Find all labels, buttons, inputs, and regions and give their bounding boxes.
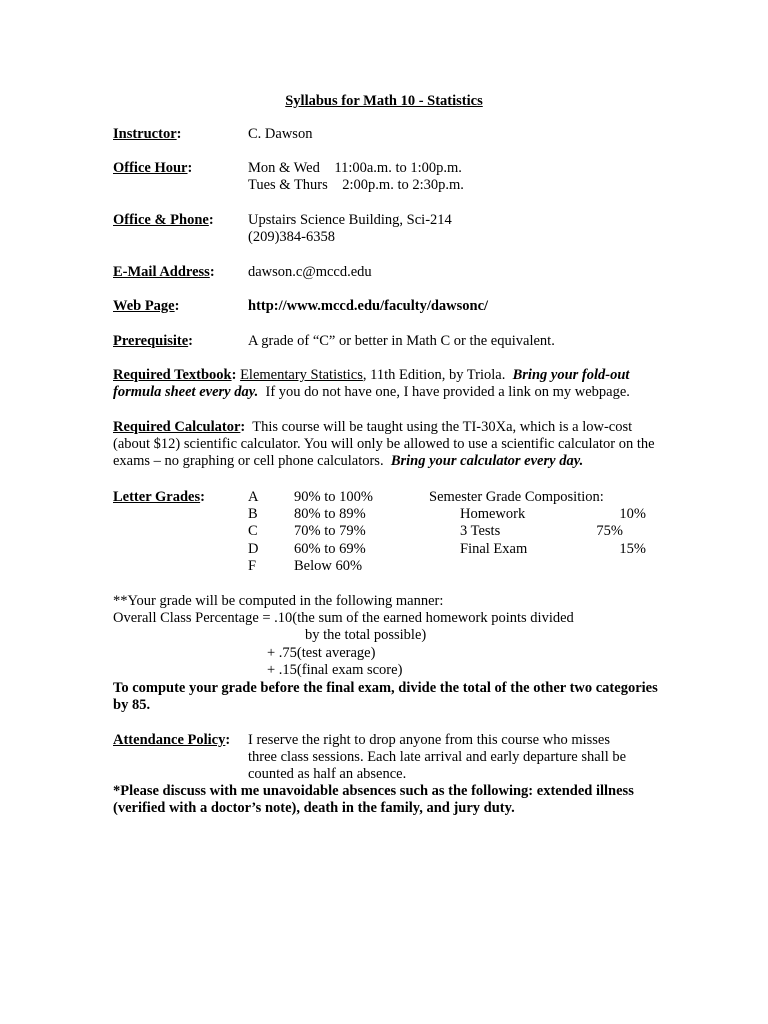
composition-item: 3 Tests	[460, 523, 501, 539]
textbook-emphasis: Bring your fold-out formula sheet every day.	[113, 367, 630, 400]
email-label: E-Mail Address:	[113, 264, 215, 280]
computation-formula: Overall Class Percentage = .10(the sum of the earned homework points divided	[113, 610, 574, 626]
instructor-value: C. Dawson	[248, 126, 313, 142]
textbook-edition: , 11th Edition, by Triola.	[362, 367, 506, 383]
page-title: Syllabus for Math 10 - Statistics	[285, 93, 483, 109]
office-phone-label: Office & Phone:	[113, 212, 214, 228]
prerequisite-label: Prerequisite:	[113, 333, 194, 349]
grade-letter: D	[248, 541, 259, 557]
computation-final-term: + .15(final exam score)	[267, 662, 403, 678]
composition-heading: Semester Grade Composition:	[429, 489, 604, 505]
grade-range: 90% to 100%	[294, 489, 373, 505]
calculator-paragraph: Required Calculator: This course will be taught using the TI-30Xa, which is a low-cost (about $12) scientific calculator. You will only be allowed to use a scientific calculator on the exams – no graphing or cell phone calculators. Bring your calculator every day.	[113, 419, 655, 469]
office-hour-line1: Mon & Wed 11:00a.m. to 1:00p.m.	[248, 160, 462, 176]
attendance-label: Attendance Policy:	[113, 732, 231, 748]
attendance-line1: I reserve the right to drop anyone from this course who misses	[248, 732, 611, 748]
web-page-url[interactable]: http://www.mccd.edu/faculty/dawsonc/	[248, 298, 489, 314]
composition-weight: 75%	[596, 523, 623, 539]
grade-range: 60% to 69%	[294, 541, 366, 557]
computation-formula-cont: by the total possible)	[305, 627, 427, 643]
email-address[interactable]: dawson.c@mccd.edu	[248, 264, 372, 280]
web-page-label: Web Page:	[113, 298, 180, 314]
textbook-label: Required Textbook	[113, 367, 232, 383]
computation-test-term: + .75(test average)	[267, 645, 376, 661]
composition-item: Homework	[460, 506, 526, 522]
letter-grades-label: Letter Grades:	[113, 489, 205, 505]
grade-letter: A	[248, 489, 259, 505]
textbook-paragraph: Required Textbook: Elementary Statistics, 11th Edition, by Triola. Bring your fold-out formula sheet every day. If you do not have one, I have provided a link on my webpage.	[113, 367, 630, 400]
office-hour-label: Office Hour:	[113, 160, 193, 176]
attendance-line3: counted as half an absence.	[248, 766, 407, 782]
office-location: Upstairs Science Building, Sci-214	[248, 212, 452, 228]
instructor-label: Instructor:	[113, 126, 182, 142]
calculator-text: This course will be taught using the TI-30Xa, which is a low-cost (about $12) scientific calculator. You will only be allowed to use a scientific calculator on the exams – no graphing or cell phone calculators.	[113, 419, 655, 469]
grade-range: 70% to 79%	[294, 523, 366, 539]
composition-item: Final Exam	[460, 541, 528, 557]
calculator-emphasis: Bring your calculator every day.	[390, 453, 584, 469]
calculator-label: Required Calculator	[113, 419, 241, 435]
composition-weight: 15%	[619, 541, 646, 557]
grade-letter: B	[248, 506, 258, 522]
prerequisite-value: A grade of “C” or better in Math C or the equivalent.	[248, 333, 555, 349]
textbook-title: Elementary Statistics	[240, 367, 363, 383]
office-hour-line2: Tues & Thurs 2:00p.m. to 2:30p.m.	[248, 177, 464, 193]
grade-letter: F	[248, 558, 257, 574]
textbook-note: If you do not have one, I have provided a link on my webpage.	[265, 384, 630, 400]
composition-weight: 10%	[619, 506, 646, 522]
computation-note: To compute your grade before the final exam, divide the total of the other two categories by 85.	[113, 680, 658, 713]
grade-letter: C	[248, 523, 258, 539]
attendance-note: *Please discuss with me unavoidable absences such as the following: extended illness (verified with a doctor’s note), death in the family, and jury duty.	[113, 783, 634, 816]
phone-number: (209)384-6358	[248, 229, 335, 245]
computation-intro: **Your grade will be computed in the following manner:	[113, 593, 444, 609]
attendance-line2: three class sessions. Each late arrival and early departure shall be	[248, 749, 627, 765]
grade-range: 80% to 89%	[294, 506, 366, 522]
grade-range: Below 60%	[294, 558, 363, 574]
